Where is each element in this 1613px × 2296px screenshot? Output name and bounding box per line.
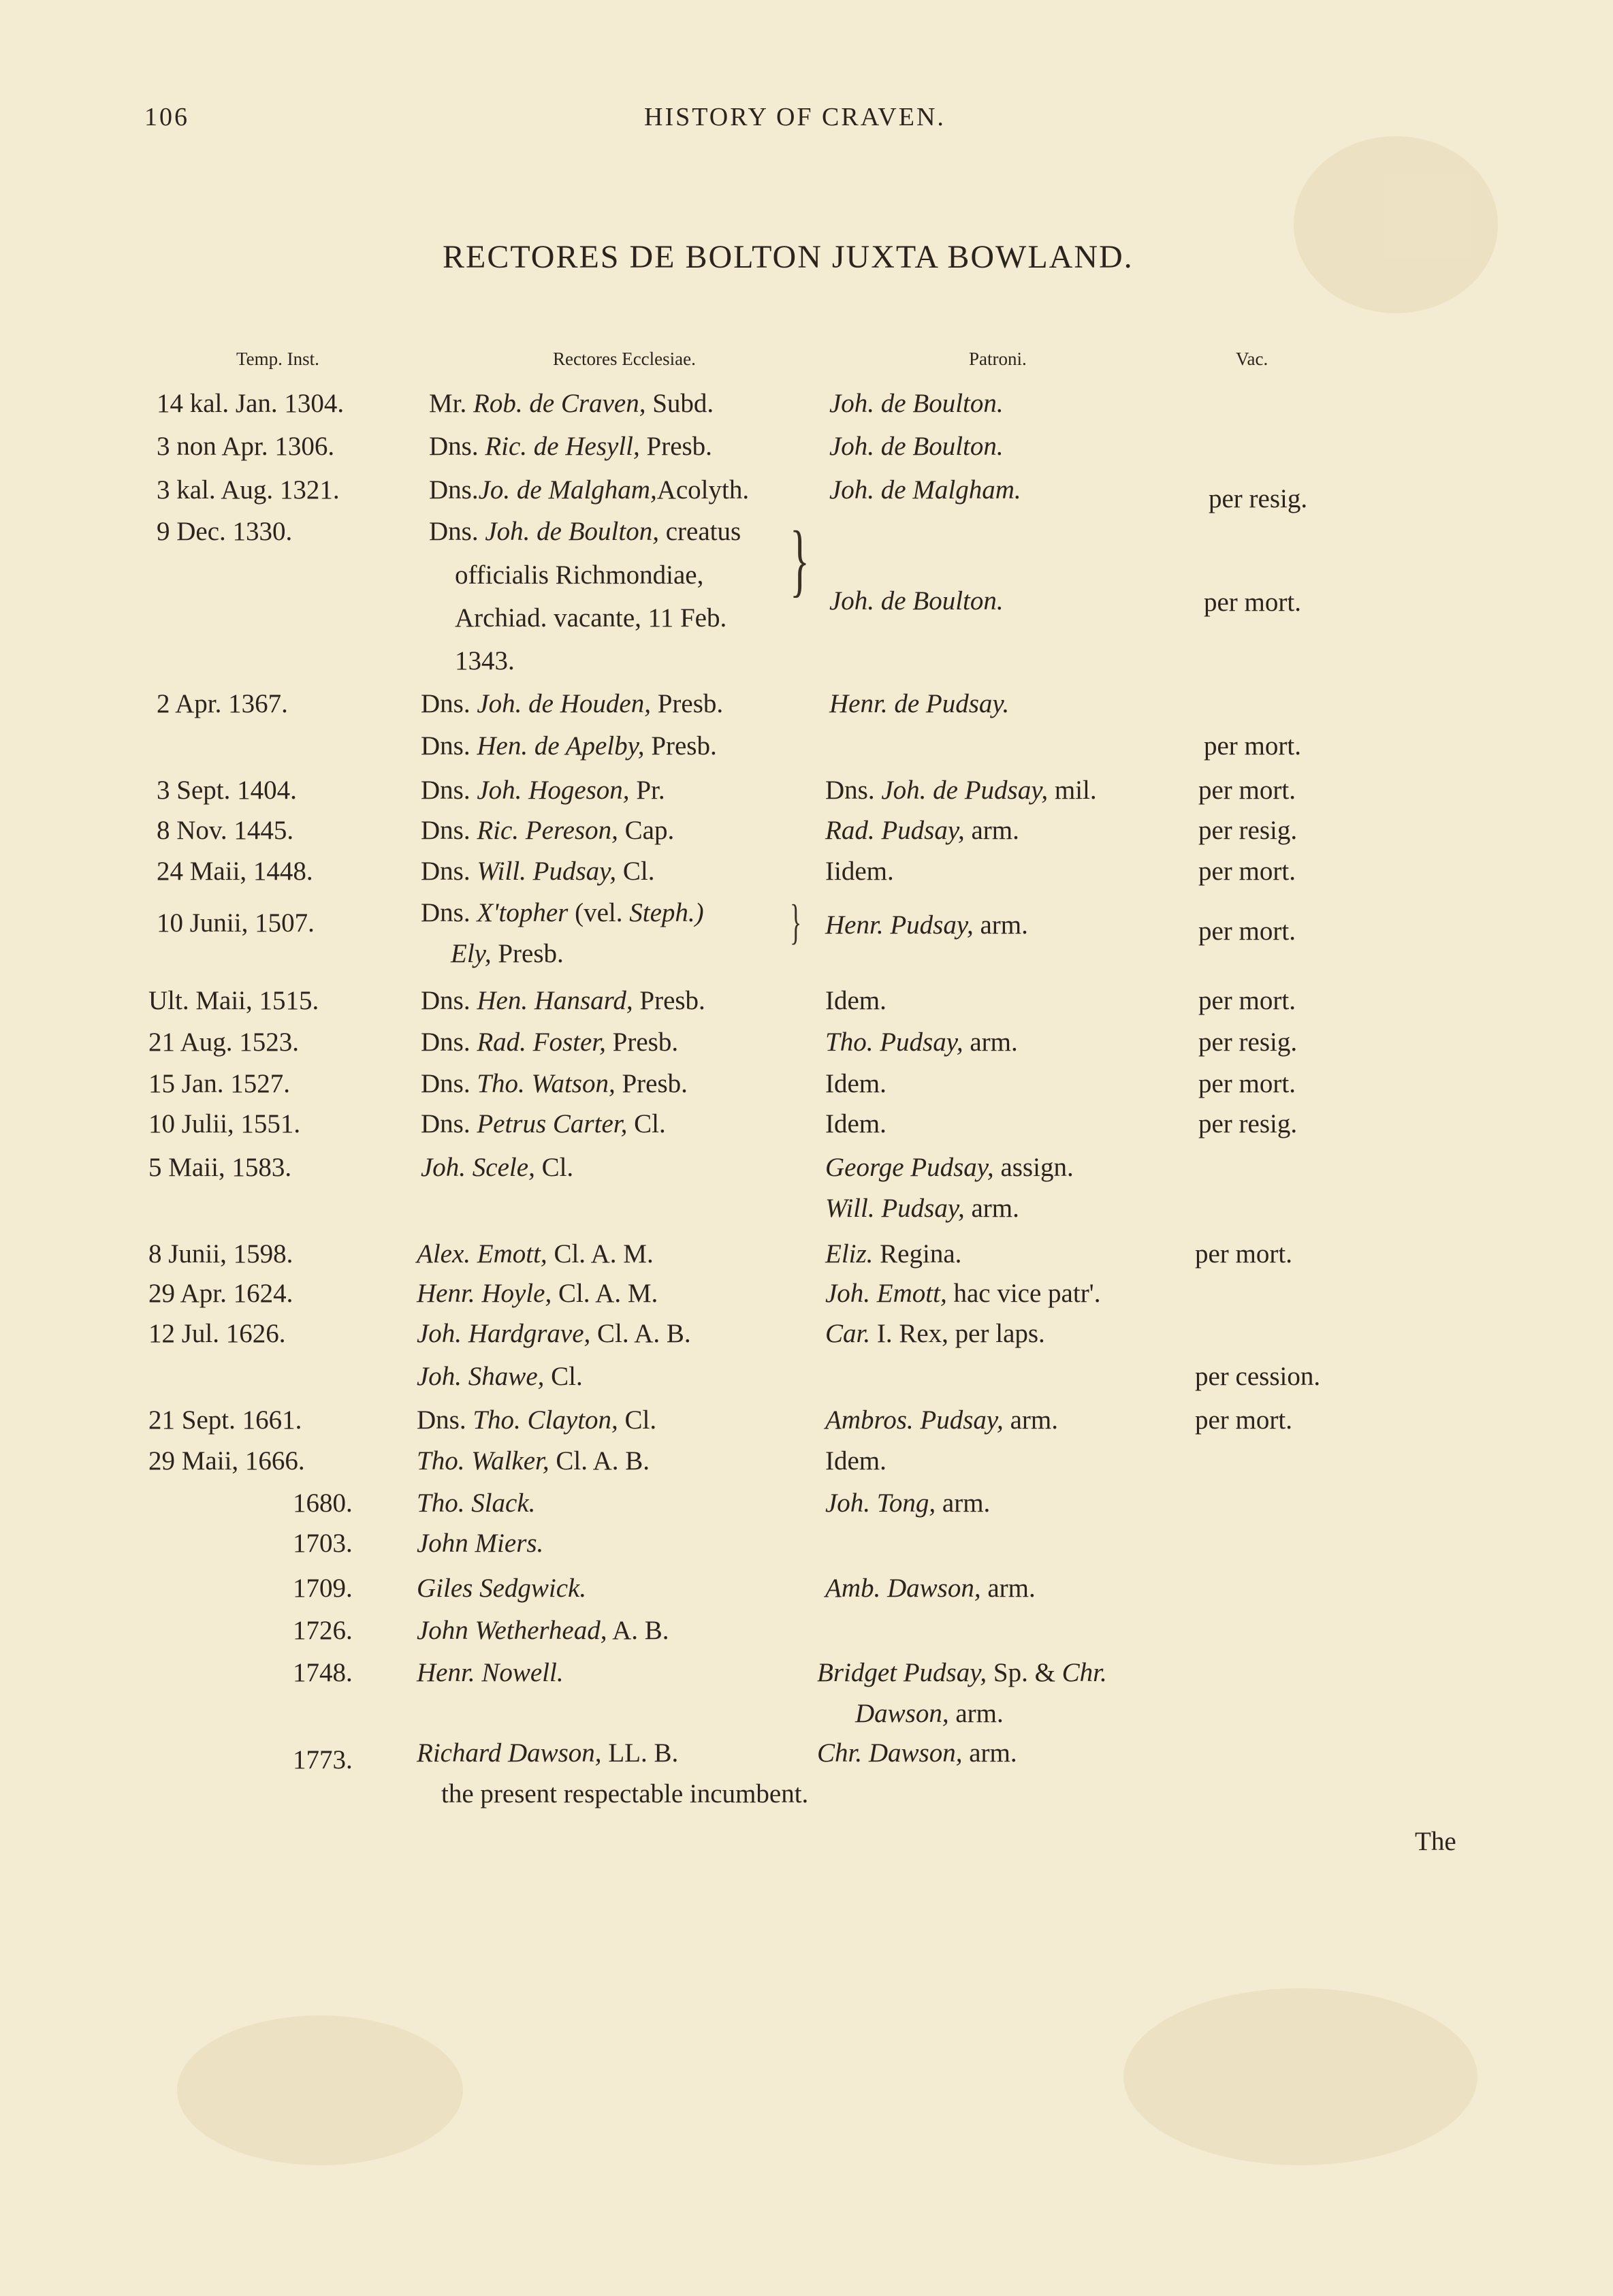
patron-name: Will. Pudsay, xyxy=(825,1194,965,1223)
rector-order: Presb. xyxy=(646,432,712,461)
patron-name: Eliz. xyxy=(825,1239,874,1269)
patron-cell xyxy=(817,1657,1107,1688)
patron-cell xyxy=(825,1318,1045,1349)
column-header-vac: Vac. xyxy=(1236,349,1268,369)
paper-stain xyxy=(1123,1988,1478,2165)
patron-cell xyxy=(825,815,1019,846)
patron-rank: arm. xyxy=(1010,1405,1058,1435)
date-cell: 29 Apr. 1624. xyxy=(148,1279,293,1308)
patron-same: Idem. xyxy=(825,1446,887,1476)
patron-title: Dns. xyxy=(825,776,875,805)
rector-cell-continued: 1343. xyxy=(455,646,515,675)
rector-cell xyxy=(421,775,665,806)
rector-title: Dns. xyxy=(421,689,470,718)
rector-cell xyxy=(429,516,741,547)
catchword: The xyxy=(1415,1827,1456,1856)
rector-name: John Miers. xyxy=(417,1529,544,1558)
patron-name: George Pudsay, xyxy=(825,1153,994,1182)
column-header-temp: Temp. Inst. xyxy=(236,349,319,369)
date-cell: 15 Jan. 1527. xyxy=(148,1069,290,1098)
rector-name: Tho. Watson, xyxy=(477,1069,616,1098)
patron-cell xyxy=(825,1278,1100,1309)
patron-same: Idem. xyxy=(825,1109,887,1138)
rector-cell xyxy=(421,1152,573,1183)
date-cell: 3 non Apr. 1306. xyxy=(157,432,335,461)
vacancy-cell: per mort. xyxy=(1198,857,1296,886)
rector-name: X'topher xyxy=(477,898,569,927)
rector-order: LL. B. xyxy=(608,1738,679,1768)
patron-cell xyxy=(825,775,1097,806)
rector-name: Ric. Pereson, xyxy=(477,816,618,845)
patron-same: Idem. xyxy=(825,1069,887,1098)
patron-cell xyxy=(825,1446,887,1476)
rector-title: Dns. xyxy=(421,986,470,1015)
date-cell: 8 Junii, 1598. xyxy=(148,1239,293,1269)
patron-rank: arm. xyxy=(987,1574,1036,1603)
rector-cell xyxy=(417,1318,691,1349)
rector-order: (vel. xyxy=(575,898,623,927)
rector-cell-continued: officialis Richmondiae, xyxy=(455,560,704,590)
date-cell: 12 Jul. 1626. xyxy=(148,1319,286,1348)
date-cell: 21 Sept. 1661. xyxy=(148,1405,302,1435)
date-cell: 3 Sept. 1404. xyxy=(157,776,297,805)
date-cell: 2 Apr. 1367. xyxy=(157,689,288,718)
rector-order: Presb. xyxy=(651,731,717,761)
vacancy-cell: per mort. xyxy=(1204,588,1301,617)
rector-cell xyxy=(421,856,654,887)
rector-cell xyxy=(429,388,714,419)
rector-name: Ric. de Hesyll, xyxy=(485,432,640,461)
rector-name: Henr. Nowell. xyxy=(417,1658,564,1687)
patron-name: Joh. de Boulton. xyxy=(829,432,1004,461)
rector-order: Cl. xyxy=(634,1109,666,1138)
vacancy-cell: per mort. xyxy=(1195,1405,1292,1435)
patron-same: Idem. xyxy=(825,986,887,1015)
date-cell: 24 Maii, 1448. xyxy=(157,857,313,886)
patron-cell xyxy=(825,1152,1074,1183)
patron-cell xyxy=(829,475,1021,505)
column-header-patroni: Patroni. xyxy=(969,349,1027,369)
date-cell: 21 Aug. 1523. xyxy=(148,1027,300,1057)
rector-cell xyxy=(417,1573,586,1604)
rector-title: Dns. xyxy=(421,898,470,927)
rector-cell xyxy=(417,1528,543,1559)
rector-cell xyxy=(421,1068,688,1099)
rector-order: Cl. A. B. xyxy=(597,1319,691,1348)
rector-cell xyxy=(417,1615,669,1646)
rector-title: Dns. xyxy=(421,1027,470,1057)
rector-title: Dns. xyxy=(421,731,470,761)
patron-cell-continued xyxy=(855,1698,1004,1729)
date-cell: 1773. xyxy=(293,1745,353,1774)
rector-cell xyxy=(421,688,723,719)
rector-order: Acolyth. xyxy=(656,475,750,505)
rector-order: Presb. xyxy=(622,1069,688,1098)
date-cell: 1748. xyxy=(293,1658,353,1687)
patron-rank: Sp. & xyxy=(993,1658,1055,1687)
date-cell: 9 Dec. 1330. xyxy=(157,517,293,546)
patron-cell xyxy=(817,1738,1017,1768)
rector-name: Hen. Hansard, xyxy=(477,986,633,1015)
patron-rank: arm. xyxy=(955,1699,1004,1728)
rector-name: Joh. de Boulton, xyxy=(485,517,659,546)
rector-order: Cl. xyxy=(541,1153,574,1182)
rector-title: Dns. xyxy=(429,517,479,546)
vacancy-cell: per resig. xyxy=(1198,816,1298,845)
rector-name: John Wetherhead, xyxy=(417,1616,607,1645)
rector-title: Mr. xyxy=(429,389,467,418)
rector-name-continued: Ely, xyxy=(451,939,492,968)
rector-name: Tho. Walker, xyxy=(417,1446,549,1476)
patron-cell xyxy=(825,1193,1019,1224)
date-cell: 1703. xyxy=(293,1529,353,1558)
patron-name: Rad. Pudsay, xyxy=(825,816,965,845)
date-cell: 10 Julii, 1551. xyxy=(148,1109,301,1138)
patron-cell xyxy=(829,431,1004,462)
rector-name: Giles Sedgwick. xyxy=(417,1574,587,1603)
patron-name: Joh. de Boulton. xyxy=(829,586,1004,616)
rector-order: Cl. A. M. xyxy=(554,1239,654,1269)
rector-order: Subd. xyxy=(652,389,714,418)
rector-title: Dns. xyxy=(429,432,479,461)
rector-order: Cl. xyxy=(551,1362,583,1391)
patron-name: Henr. de Pudsay. xyxy=(829,689,1010,718)
rector-order: Pr. xyxy=(636,776,665,805)
rector-title: Dns. xyxy=(421,816,470,845)
vacancy-cell: per mort. xyxy=(1198,916,1296,946)
rector-cell xyxy=(421,815,674,846)
patron-rank: Regina. xyxy=(880,1239,962,1269)
patron-rank: arm. xyxy=(970,1027,1018,1057)
patron-name: Car. xyxy=(825,1319,871,1348)
patron-name-continued: Dawson, xyxy=(855,1699,949,1728)
vacancy-cell: per cession. xyxy=(1195,1362,1321,1391)
vacancy-cell: per mort. xyxy=(1195,1239,1292,1269)
patron-name: Bridget Pudsay, xyxy=(817,1658,987,1687)
column-header-rectores: Rectores Ecclesiae. xyxy=(553,349,696,369)
rector-name: Joh. Hogeson, xyxy=(477,776,630,805)
rector-order: A. B. xyxy=(612,1616,669,1645)
patron-name: Joh. de Boulton. xyxy=(829,389,1004,418)
date-cell: 5 Maii, 1583. xyxy=(148,1153,292,1182)
rector-cell-continued xyxy=(451,938,564,969)
rector-title: Dns. xyxy=(421,857,470,886)
paper-stain xyxy=(177,2015,463,2165)
rector-title: Dns. xyxy=(421,1109,470,1138)
patron-name: Joh. Emott, xyxy=(825,1279,947,1308)
vacancy-cell: per resig. xyxy=(1209,484,1308,513)
patron-rank: I. Rex, per laps. xyxy=(876,1319,1045,1348)
rector-cell xyxy=(429,475,749,505)
rector-title: Dns. xyxy=(417,1405,466,1435)
rector-cell xyxy=(421,985,705,1016)
rector-order: Presb. xyxy=(498,939,564,968)
date-cell: 3 kal. Aug. 1321. xyxy=(157,475,340,505)
rector-title: Dns. xyxy=(421,1069,470,1098)
patron-name: Henr. Pudsay, xyxy=(825,910,974,940)
rector-cell xyxy=(417,1361,583,1392)
patron-name: Tho. Pudsay, xyxy=(825,1027,963,1057)
patron-name: Joh. Tong, xyxy=(825,1488,936,1518)
rector-order: Presb. xyxy=(639,986,705,1015)
patron-name: Joh. de Malgham. xyxy=(829,475,1021,505)
brace-right: } xyxy=(790,895,802,949)
rector-order: Cl. A. B. xyxy=(556,1446,650,1476)
rector-name: Alex. Emott, xyxy=(417,1239,547,1269)
vacancy-cell: per mort. xyxy=(1204,731,1301,761)
vacancy-cell: per mort. xyxy=(1198,776,1296,805)
patron-cell xyxy=(825,1109,887,1139)
rector-name: Jo. de Malgham, xyxy=(478,475,657,505)
patron-cell xyxy=(825,1239,961,1269)
rector-cell xyxy=(421,1109,666,1139)
patron-cell xyxy=(829,688,1009,719)
rector-cell-continued: Archiad. vacante, 11 Feb. xyxy=(455,603,727,633)
rector-order: Cl. xyxy=(624,1405,657,1435)
date-cell: 8 Nov. 1445. xyxy=(157,816,294,845)
rector-cell xyxy=(417,1278,658,1309)
date-cell: 14 kal. Jan. 1304. xyxy=(157,389,345,418)
rector-cell xyxy=(421,897,704,928)
rector-order: Cl. xyxy=(622,857,655,886)
rector-name: Henr. Hoyle, xyxy=(417,1279,552,1308)
vacancy-cell: per mort. xyxy=(1198,986,1296,1015)
patron-rank: arm. xyxy=(969,1738,1017,1768)
patron-cell xyxy=(825,910,1028,940)
patron-cell xyxy=(825,985,887,1016)
rector-name: Tho. Slack. xyxy=(417,1488,536,1518)
date-cell: 29 Maii, 1666. xyxy=(148,1446,305,1476)
vacancy-cell: per resig. xyxy=(1198,1027,1298,1057)
rector-name: Joh. Hardgrave, xyxy=(417,1319,591,1348)
brace-right: } xyxy=(790,514,810,605)
patron-cell xyxy=(829,388,1004,419)
patron-cell xyxy=(825,1068,887,1099)
patron-name-second: Chr. xyxy=(1061,1658,1107,1687)
rector-name: Tho. Clayton, xyxy=(473,1405,618,1435)
patron-cell xyxy=(825,1027,1018,1057)
patron-rank: arm. xyxy=(980,910,1028,940)
patron-name: Amb. Dawson, xyxy=(825,1574,981,1603)
date-cell: 10 Junii, 1507. xyxy=(157,908,315,938)
page-title: RECTORES DE BOLTON JUXTA BOWLAND. xyxy=(443,239,1134,275)
patron-name: Joh. de Pudsay, xyxy=(881,776,1049,805)
rector-cell-continued: the present respectable incumbent. xyxy=(441,1779,809,1808)
rector-name: Petrus Carter, xyxy=(477,1109,628,1138)
rector-order: creatus xyxy=(665,517,741,546)
rector-cell xyxy=(417,1405,656,1435)
rector-name-alt: Steph.) xyxy=(629,898,704,927)
rector-cell xyxy=(417,1657,564,1688)
patron-rank: hac vice patr'. xyxy=(953,1279,1101,1308)
patron-cell xyxy=(825,856,894,887)
rector-order: Presb. xyxy=(612,1027,679,1057)
rector-order: Cap. xyxy=(624,816,675,845)
patron-same: Iidem. xyxy=(825,857,894,886)
patron-cell xyxy=(825,1488,990,1518)
patron-rank: arm. xyxy=(971,816,1019,845)
patron-rank: mil. xyxy=(1054,776,1097,805)
patron-cell xyxy=(825,1405,1058,1435)
rector-cell xyxy=(429,431,712,462)
rector-cell xyxy=(421,1027,678,1057)
rector-order: Cl. A. M. xyxy=(558,1279,658,1308)
rector-title: Dns. xyxy=(421,776,470,805)
rector-name: Will. Pudsay, xyxy=(477,857,617,886)
patron-name: Ambros. Pudsay, xyxy=(825,1405,1004,1435)
rector-name: Rob. de Craven, xyxy=(473,389,646,418)
rector-name: Richard Dawson, xyxy=(417,1738,602,1768)
patron-rank: assign. xyxy=(1000,1153,1074,1182)
rector-cell xyxy=(417,1446,650,1476)
patron-name: Chr. Dawson, xyxy=(817,1738,963,1768)
rector-cell xyxy=(417,1239,654,1269)
date-cell: Ult. Maii, 1515. xyxy=(148,986,319,1015)
paper-stain xyxy=(1294,136,1498,313)
patron-rank: arm. xyxy=(942,1488,991,1518)
rector-name: Joh. Shawe, xyxy=(417,1362,545,1391)
date-cell: 1726. xyxy=(293,1616,353,1645)
vacancy-cell: per mort. xyxy=(1198,1069,1296,1098)
running-title: HISTORY OF CRAVEN. xyxy=(644,103,946,131)
patron-cell xyxy=(829,586,1004,616)
date-cell: 1680. xyxy=(293,1488,353,1518)
rector-name: Joh. Scele, xyxy=(421,1153,535,1182)
patron-cell xyxy=(825,1573,1036,1604)
rector-title: Dns. xyxy=(429,475,479,505)
page-number: 106 xyxy=(144,103,189,131)
rector-name: Rad. Foster, xyxy=(477,1027,606,1057)
date-cell: 1709. xyxy=(293,1574,353,1603)
patron-rank: arm. xyxy=(971,1194,1019,1223)
rector-cell xyxy=(417,1738,678,1768)
rector-cell xyxy=(421,731,717,761)
rector-name: Hen. de Apelby, xyxy=(477,731,645,761)
vacancy-cell: per resig. xyxy=(1198,1109,1298,1138)
rector-order: Presb. xyxy=(657,689,724,718)
rector-cell xyxy=(417,1488,535,1518)
rector-name: Joh. de Houden, xyxy=(477,689,651,718)
